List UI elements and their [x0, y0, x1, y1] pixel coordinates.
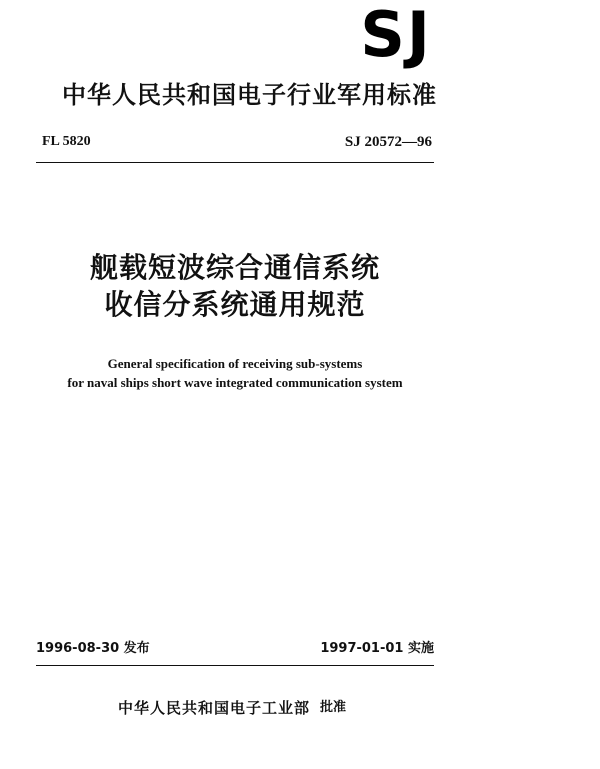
- issue-date: 1996-08-30 发布: [36, 641, 150, 656]
- standard-number: SJ 20572—96: [344, 134, 432, 150]
- sj-logo: SJ: [360, 0, 432, 71]
- english-title-line-2: for naval ships short wave integrated communication system: [67, 375, 403, 390]
- english-title-line-1: General specification of receiving sub-systems: [107, 356, 363, 371]
- header-divider: [36, 162, 434, 163]
- approve-label: 批准: [320, 700, 347, 715]
- standard-category: 中华人民共和国电子行业军用标准: [62, 81, 437, 109]
- chinese-title-line-1: 舰载短波综合通信系统: [89, 251, 380, 284]
- approving-authority: 中华人民共和国电子工业部: [118, 699, 311, 717]
- effective-date: 1997-01-01 实施: [320, 641, 434, 656]
- footer-divider: [36, 665, 434, 666]
- fl-code: FL 5820: [42, 134, 91, 149]
- chinese-title-line-2: 收信分系统通用规范: [104, 288, 366, 321]
